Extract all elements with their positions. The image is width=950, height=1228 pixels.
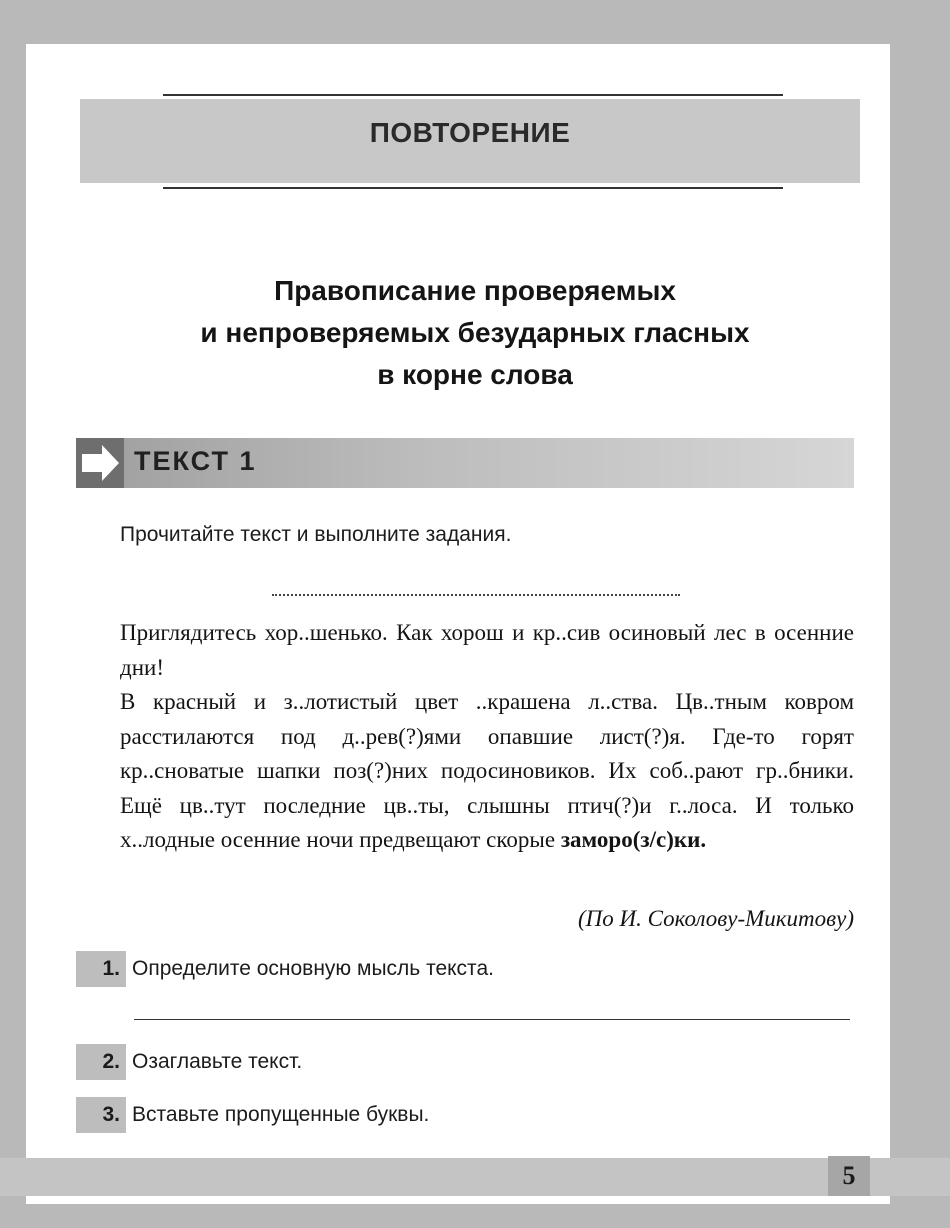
dotted-separator [272,594,680,596]
text-label: ТЕКСТ 1 [134,446,257,476]
topic-heading-line: Правописание проверяемых [274,275,676,306]
story-paragraph [120,685,854,858]
story-bold-word: заморо(з/с)ки. [560,827,707,852]
task-number: 3. [76,1097,126,1133]
banner-rule-bottom [163,187,783,189]
story-text [120,616,854,858]
task-number: 2. [76,1044,126,1080]
story-paragraph-text: В красный и з..лотистый цвет ..крашена л..ства. Цв..тным ковром расстилаются под д..рев(?)ями опавшие лист(?)я. Где-то горят кр..сноватые шапки поз(?)них подосиновиков. Их соб..рают гр..бники. Ещё цв..тут последние цв..ты, слышны птич(?)и г..лоса. И только х..лодные осенние ночи предвещают скорые [120,689,854,852]
topic-heading-line: и непроверяемых безударных гласных [200,317,750,348]
bottom-frame [0,1158,950,1196]
topic-heading-line: в корне слова [377,359,573,390]
task-text: Определите основную мысль текста. [132,957,494,980]
task-text: Озаглавьте текст. [132,1050,303,1073]
answer-line[interactable] [134,1019,850,1020]
page-number: 5 [828,1156,870,1196]
arrow-right-icon [76,438,124,488]
task-number: 1. [76,951,126,987]
section-title: ПОВТОРЕНИЕ [369,117,571,148]
banner-rule-top [163,94,783,96]
task-text: Вставьте пропущенные буквы. [132,1103,430,1126]
story-author: (По И. Соколову-Микитову) [578,906,854,931]
story-paragraph: Приглядитесь хор..шенько. Как хорош и кр..сив осиновый лес в осенние дни! [120,620,854,680]
instruction: Прочитайте текст и выполните задания. [120,523,512,546]
topic-heading [90,270,860,396]
